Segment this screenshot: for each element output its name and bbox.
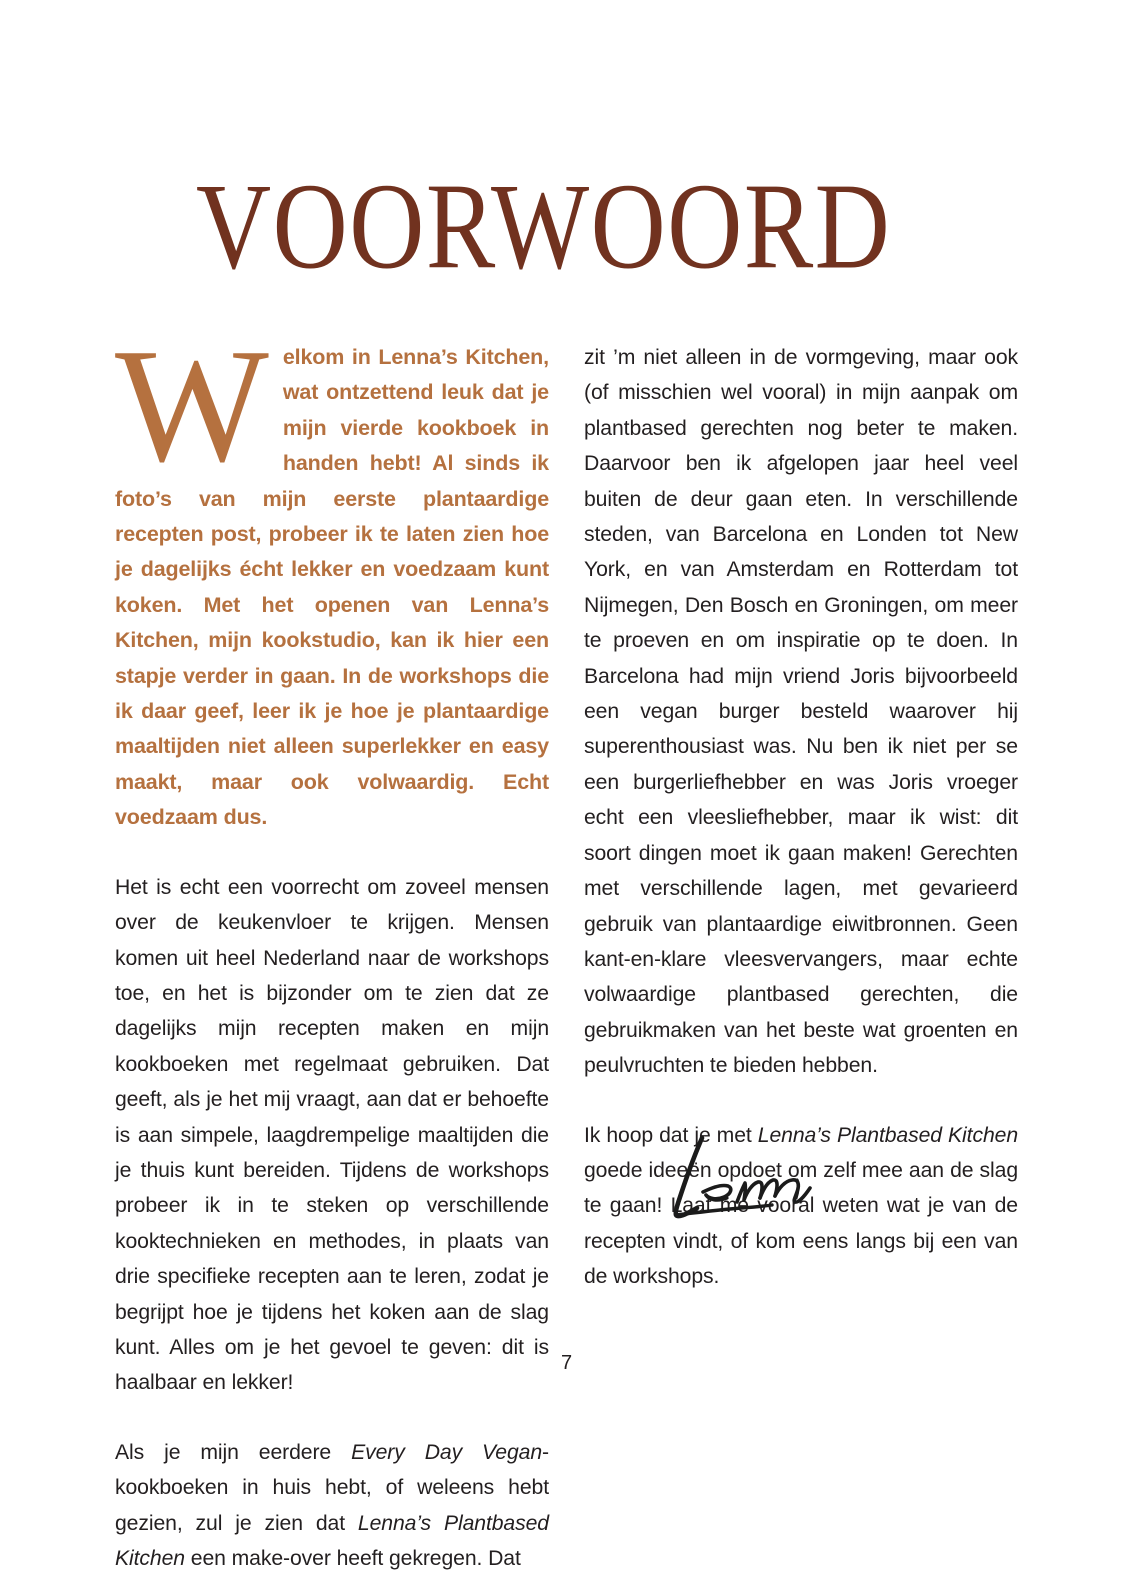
right-paragraph-1: zit ’m niet alleen in de vormgeving, maar ook (of misschien wel vooral) in mijn aanpak om plantbased gerechten nog beter te maken. Daarvoor ben ik afgelopen jaar heel veel buiten de deur gaan eten. In verschillende steden, van Barcelona en Londen tot New York, en van Amsterdam en Rotterdam tot Nijmegen, Den Bosch en Groningen, om meer te proeven en om inspiratie op te doen. In Barcelona had mijn vriend Joris bijvoorbeeld een vegan burger besteld waarover hij superenthousiast was. Nu ben ik niet per se een burgerliefhebber en was Joris vroeger echt een vleesliefhebber, maar ik wist: dit soort dingen moet ik gaan maken! Gerechten met verschillende lagen, met gevarieerd gebruik van plantaardige eiwitbronnen. Geen kant-en-klare vleesvervangers, maar echte volwaardige plantbased gerechten, die gebruikmaken van het beste wat groenten en peulvruchten te bieden hebben. [584,346,1018,1078]
signature-lenna [645,1126,845,1226]
two-column-text-body [115,316,1019,1570]
left-column [115,316,549,1570]
paragraph-3-part-3: een make-over heeft gekregen. Dat [184,1547,521,1570]
paragraph-3-part-1: Als je mijn eerdere [115,1440,352,1464]
right-paragraph-2-part-2: goede ideeën opdoet om zelf mee aan de slag te gaan! Laat me vooral weten wat je van de recepten vindt, of kom eens langs bij een van de workshops. [584,1158,1018,1289]
book-title-lennas-plantbased-kitchen: Lenna’s Plantbased Kitchen [115,1511,549,1570]
drop-cap-letter: W [115,316,269,496]
lede-text: elkom in Lenna’s Kitchen, wat ontzettend leuk dat je mijn vierde kookboek in handen hebt! Al sinds ik foto’s van mijn eerste plantaardige recepten post, probeer ik te laten zien hoe je dagelijks écht lekker en voedzaam kunt koken. Met het openen van Lenna’s Kitchen, mijn kookstudio, kan ik hier een stapje verder in gaan. In de workshops die ik daar geef, leer ik je hoe je plantaardige maaltijden niet alleen superlekker en easy maakt, maar ook volwaardig. Echt voedzaam dus. [115,345,549,830]
page-number: 7 [560,1352,573,1374]
body-paragraph-3 [115,1435,549,1576]
right-paragraph-2-part-1: Ik hoop dat je met [584,1123,758,1147]
book-title-lennas-plantbased-kitchen-2: Lenna’s Plantbased Kitchen [757,1123,1019,1147]
paragraph-3-part-2: -kookboeken in huis hebt, of weleens hebt gezien, zul je zien dat [115,1440,549,1535]
body-paragraph-2: Het is echt een voorrecht om zoveel mensen over de keukenvloer te krijgen. Mensen komen uit heel Nederland naar de workshops toe, en het is bijzonder om te zien dat ze dagelijks mijn recepten maken en mijn kookboeken met regelmaat gebruiken. Dat geeft, als je het mij vraagt, aan dat er behoefte is aan simpele, laagdrempelige maaltijden die je thuis kunt bereiden. Tijdens de workshops probeer ik in te steken op verschillende kooktechnieken en methodes, in plaats van drie specifieke recepten aan te leren, zodat je begrijpt hoe je tijdens het koken aan de slag kunt. Alles om je het gevoel te geven: dit is haalbaar en lekker! [115,875,549,1395]
signature-icon [645,1126,845,1226]
lede-paragraph [115,316,549,836]
page-title: VOORWOORD [196,158,892,295]
book-title-every-day-vegan: Every Day Vegan [351,1440,543,1464]
